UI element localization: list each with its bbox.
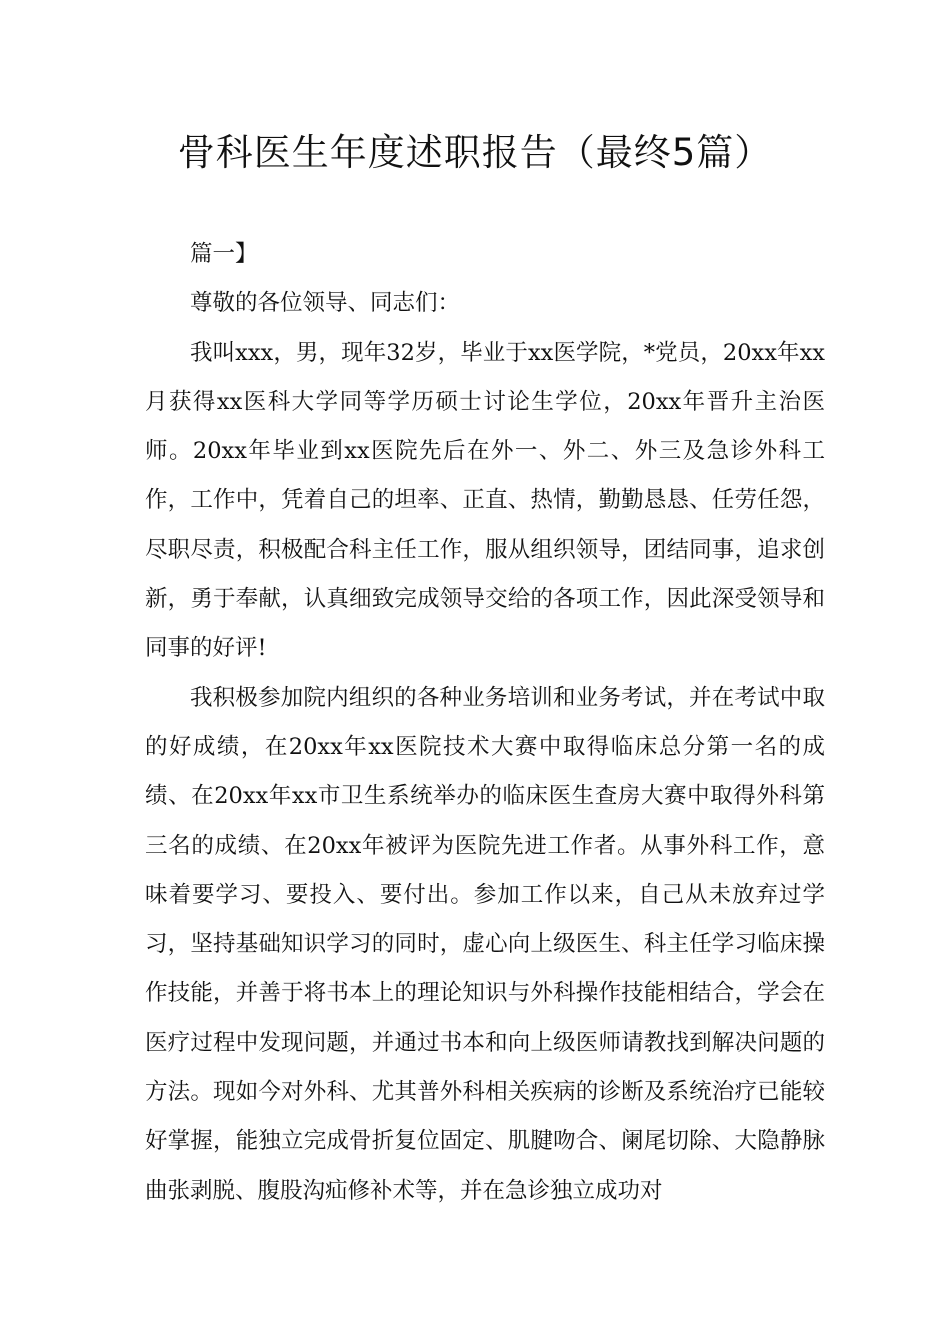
section-heading: 篇一】 (190, 241, 258, 267)
salutation: 尊敬的各位领导、同志们： (190, 290, 461, 317)
document-title: 骨科医生年度述职报告（最终5篇） (177, 131, 773, 174)
document-body (145, 230, 825, 1216)
paragraph-1: 我叫xxx，男，现年32岁，毕业于xx医学院，*党员，20xx年xx月获得xx医科大学同等学历硕士讨论生学位，20xx年晋升主治医师。20xx年毕业到xx医院先后在外一、外二、外三及急诊外科工作，工作中，凭着自己的坦率、正直、热情，勤勤恳恳、任劳任怨，尽职尽责，积极配合科主任工作，服从组织领导，团结同事，追求创新，勇于奉献，认真细致完成领导交给的各项工作，因此深受领导和同事的好评! (145, 339, 825, 662)
paragraph-2: 我积极参加院内组织的各种业务培训和业务考试，并在考试中取的好成绩，在20xx年xx医院技术大赛中取得临床总分第一名的成绩、在20xx年xx市卫生系统举办的临床医生查房大赛中取得外科第三名的成绩、在20xx年被评为医院先进工作者。从事外科工作，意味着要学习、要投入、要付出。参加工作以来，自己从未放弃过学习，坚持基础知识学习的同时，虚心向上级医生、科主任学习临床操作技能，并善于将书本上的理论知识与外科操作技能相结合，学会在医疗过程中发现问题，并通过书本和向上级医师请教找到解决问题的方法。现如今对外科、尤其普外科相关疾病的诊断及系统治疗已能较好掌握，能独立完成骨折复位固定、肌腱吻合、阑尾切除、大隐静脉曲张剥脱、腹股沟疝修补术等，并在急诊独立成功对 (145, 684, 825, 1204)
